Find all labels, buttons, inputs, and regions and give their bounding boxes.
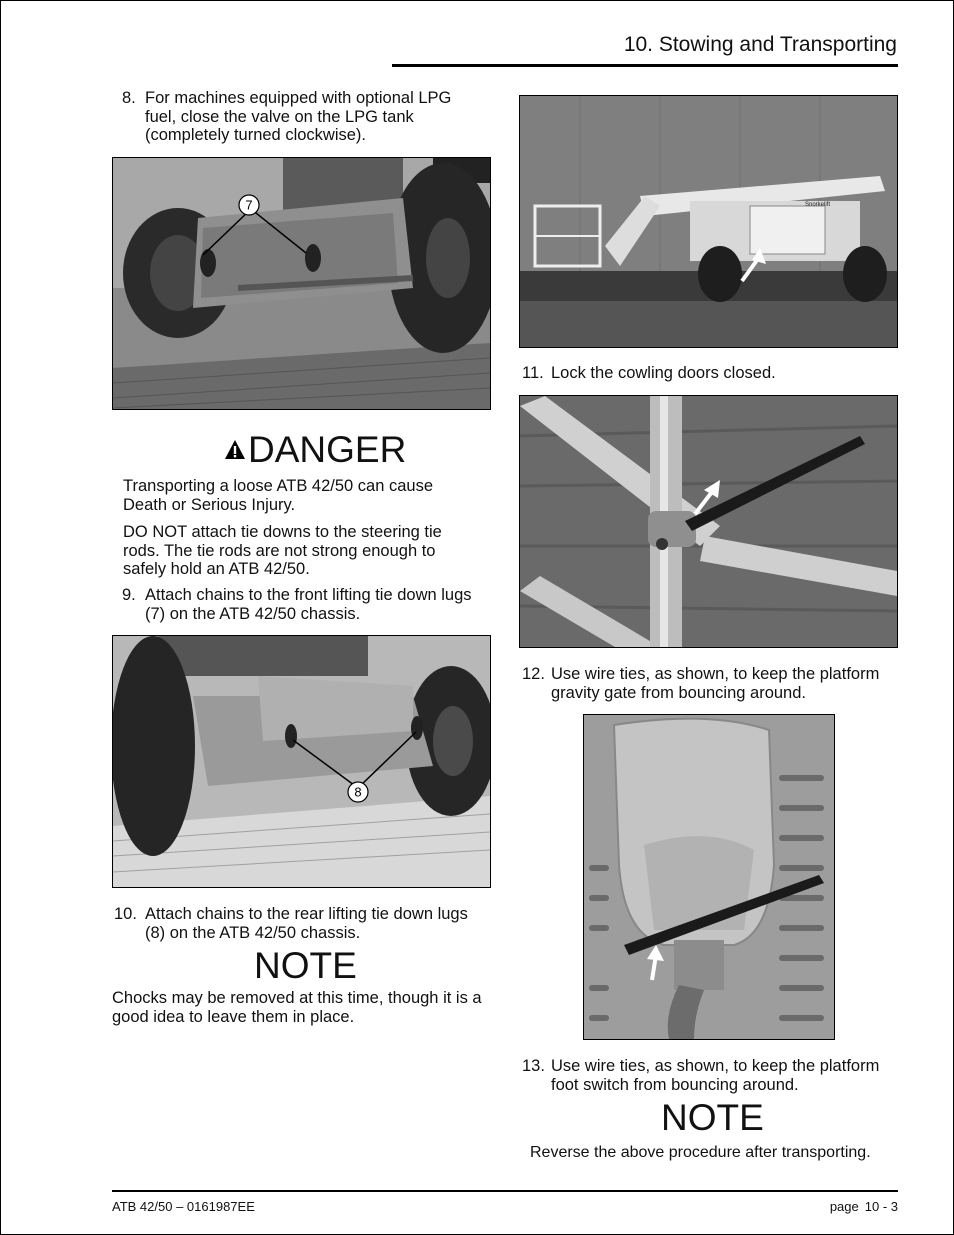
page-number: 10 - 3: [864, 1199, 898, 1214]
step-number: 8.: [122, 89, 136, 107]
page-number-label: [824, 1199, 898, 1214]
header-rule: [392, 64, 898, 67]
callout-7: 7: [245, 197, 253, 213]
step-10: [114, 905, 494, 945]
danger-paragraph-2: DO NOT attach tie downs to the steering tie rods. The tie rods are not strong enough to safely hold an ATB 42/50.: [123, 523, 442, 578]
step-number: 10.: [114, 905, 137, 923]
danger-heading: [224, 430, 406, 470]
section-title: 10. Stowing and Transporting: [623, 33, 897, 56]
step-number: 12.: [522, 665, 545, 683]
note-heading-right: NOTE: [661, 1097, 764, 1138]
step-text: Attach chains to the front lifting tie down lugs (7) on the ATB 42/50 chassis.: [145, 586, 472, 623]
note-heading-left: NOTE: [254, 945, 357, 986]
page-label: page: [829, 1199, 859, 1214]
callout-8: 8: [354, 784, 362, 800]
step-8: [122, 89, 482, 149]
note-text-left: Chocks may be removed at this time, though it is a good idea to leave them in place.: [112, 989, 482, 1026]
warning-triangle-icon: [224, 439, 246, 461]
note-text-right: Reverse the above procedure after transporting.: [530, 1144, 871, 1161]
step-11: [522, 364, 897, 384]
document-id: ATB 42/50 – 0161987EE: [112, 1199, 255, 1214]
danger-paragraph-1: Transporting a loose ATB 42/50 can cause Death or Serious Injury.: [123, 477, 434, 514]
step-9: [122, 586, 492, 626]
brand-decal: Snorkelift: [805, 202, 831, 208]
photo-front-tie-down-lugs: [112, 157, 491, 410]
photo-machine-cowling: [519, 95, 898, 348]
photo-rear-tie-down-lugs: [112, 635, 491, 888]
step-12: [522, 665, 897, 705]
footer-rule: [112, 1190, 898, 1192]
step-number: 11.: [522, 364, 544, 382]
step-text: For machines equipped with optional LPG fuel, close the valve on the LPG tank (completely turned clockwise).: [145, 89, 452, 144]
step-text: Use wire ties, as shown, to keep the platform gravity gate from bouncing around.: [551, 665, 880, 702]
photo-gravity-gate-wire-tie: [519, 395, 898, 648]
photo-foot-switch-wire-tie: [583, 714, 835, 1040]
step-text: Attach chains to the rear lifting tie down lugs (8) on the ATB 42/50 chassis.: [145, 905, 468, 942]
step-text: Lock the cowling doors closed.: [551, 364, 776, 382]
step-number: 9.: [122, 586, 136, 604]
step-text: Use wire ties, as shown, to keep the platform foot switch from bouncing around.: [551, 1057, 880, 1094]
step-13: [522, 1057, 897, 1097]
step-number: 13.: [522, 1057, 545, 1075]
danger-title: DANGER: [248, 429, 407, 470]
